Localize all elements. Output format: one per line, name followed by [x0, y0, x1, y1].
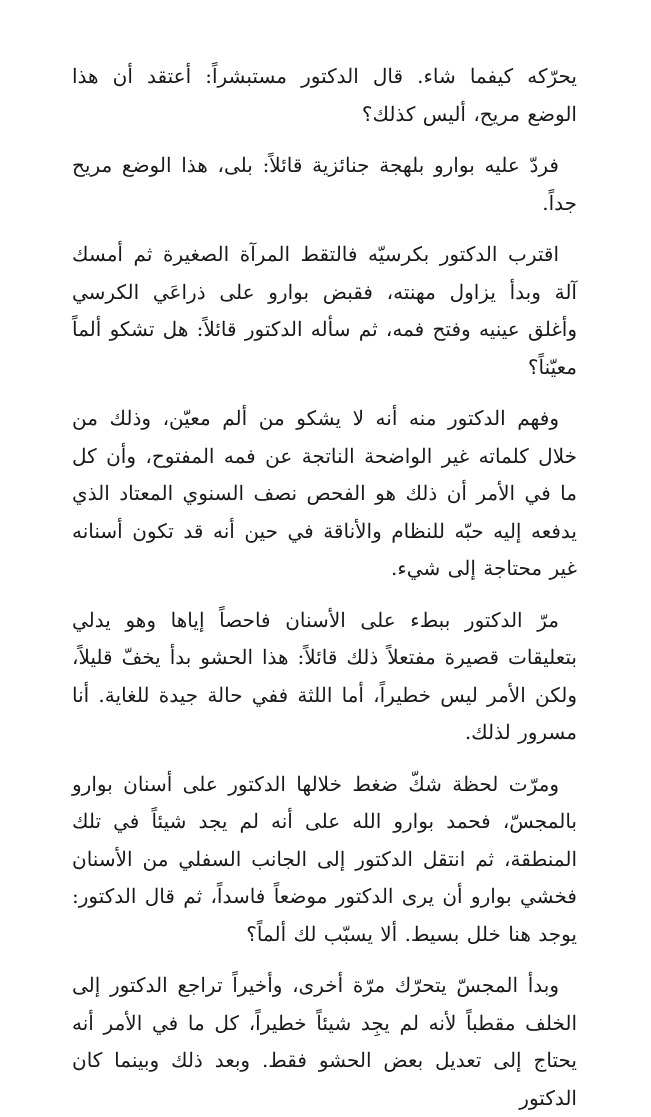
paragraph-5: مرّ الدكتور ببطء على الأسنان فاحصاً إياها وهو يدلي بتعليقات قصيرة مفتعلاً ذلك قائلاً: هذا الحشو بدأ يخفّ قليلاً، ولكن الأمر ليس خطيراً، أما اللثة ففي حالة جيدة للغاية. أنا مسرور لذلك. [72, 607, 577, 744]
paragraph-7: وبدأ المجسّ يتحرّك مرّة أخرى، وأخيراً تراجع الدكتور إلى الخلف مقطباً لأنه لم يجِد شيئاً خطيراً، كل ما في الأمر أنه يحتاج إلى تعديل بعض الحشو فقط. وبعد ذلك وبينما كان الدكتور [72, 973, 577, 1110]
paragraph-2: فردّ عليه بوارو بلهجة جنائزية قائلاً: بلى، هذا الوضع مريح جداً. [72, 153, 577, 215]
paragraph-1: يحرّكه كيفما شاء. قال الدكتور مستبشراً: أعتقد أن هذا الوضع مريح، أليس كذلك؟ [72, 64, 577, 126]
paragraph-6: ومرّت لحظة شكّ ضغط خلالها الدكتور على أسنان بوارو بالمجسّ، فحمد بوارو الله على أنه لم يجد شيئاً في تلك المنطقة، ثم انتقل الدكتور إلى الجانب السفلي من الأسنان فخشي بوارو أن يرى الدكتور موضعاً فاسداً، ثم قال الدكتور: يوجد هنا خلل بسيط. ألا يسبّب لك ألماً؟ [72, 771, 577, 946]
paragraph-3: اقترب الدكتور بكرسيّه فالتقط المرآة الصغيرة ثم أمسك آلة وبدأ يزاول مهنته، فقبض بوارو على ذراعَي الكرسي وأغلق عينيه وفتح فمه، ثم سأله الدكتور قائلاً: هل تشكو ألماً معيّناً؟ [72, 242, 577, 379]
paragraph-4: وفهم الدكتور منه أنه لا يشكو من ألم معيّن، وذلك من خلال كلماته غير الواضحة الناتجة عن فمه المفتوح، وأن كل ما في الأمر أن ذلك هو الفحص نصف السنوي المعتاد الذي يدفعه إليه حبّه للنظام والأناقة في حين أنه قد تكون أسنانه غير محتاجة إلى شيء. [72, 406, 577, 580]
